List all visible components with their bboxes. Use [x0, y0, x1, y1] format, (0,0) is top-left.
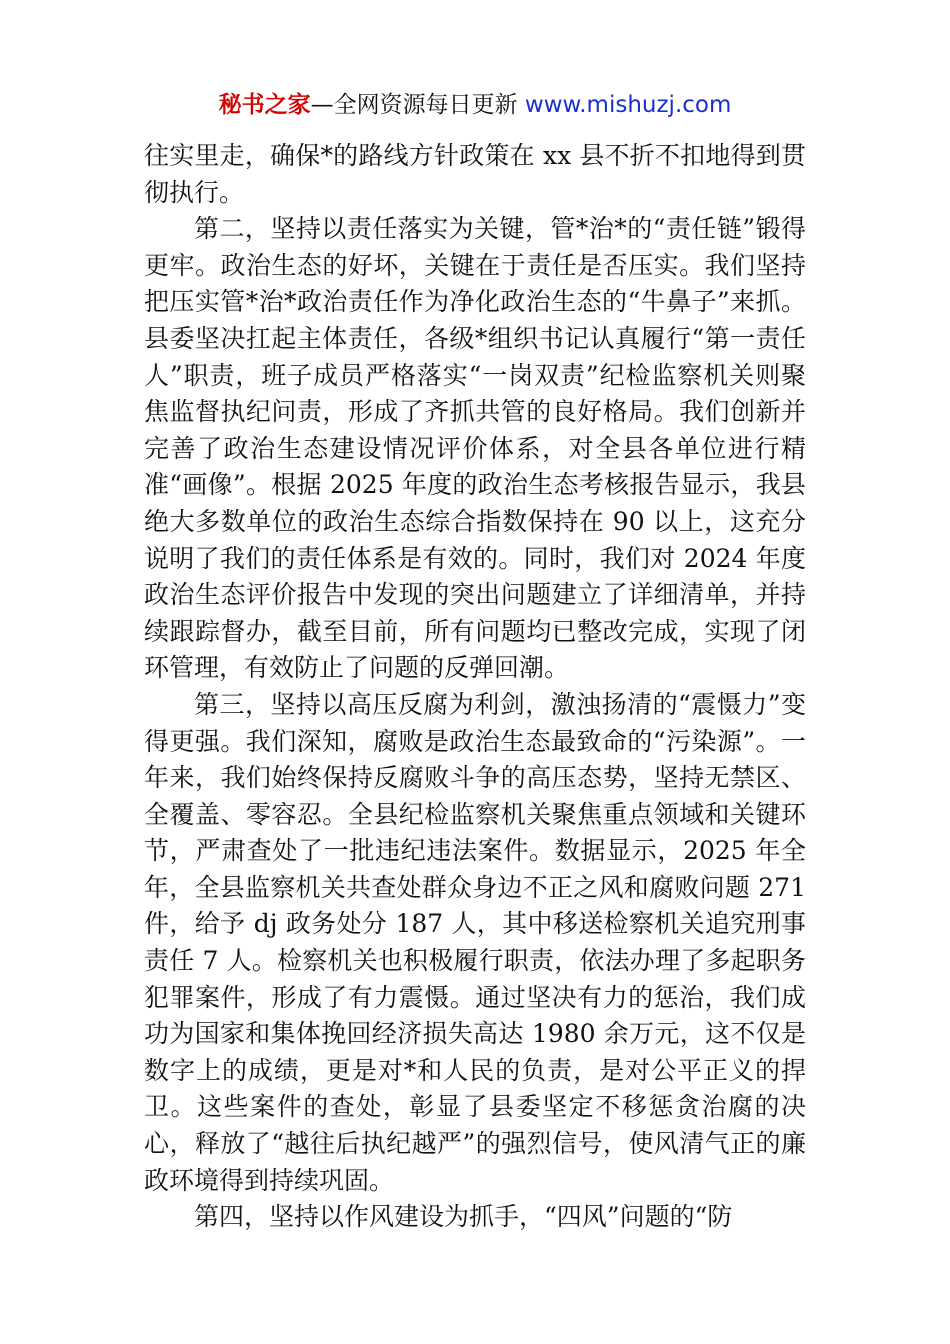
header-site-link[interactable]: www.mishuzj.com — [524, 92, 732, 118]
paragraph-third: 第三，坚持以高压反腐为利剑，激浊扬清的“震慑力”变得更强。我们深知，腐败是政治生态最致命的“污染源”。一年来，我们始终保持反腐败斗争的高压态势，坚持无禁区、全覆盖、零容忍。全县纪检监察机关聚焦重点领域和关键环节，严肃查处了一批违纪违法案件。数据显示，2025 年全年，全县监察机关共查处群众身边不正之风和腐败问题 271 件，给予 dj 政务处分 187 人，其中移送检察机关追究刑事责任 7 人。检察机关也积极履行职责，依法办理了多起职务犯罪案件，形成了有力震慑。通过坚决有力的惩治，我们成功为国家和集体挽回经济损失高达 1980 余万元，这不仅是数字上的成绩，更是对*和人民的负责，是对公平正义的捍卫。这些案件的查处，彰显了县委坚定不移惩贪治腐的决心，释放了“越往后执纪越严”的强烈信号，使风清气正的廉政环境得到持续巩固。 — [144, 689, 806, 1195]
paragraph-continuation: 往实里走，确保*的路线方针政策在 xx 县不折不扣地得到贯彻执行。 — [144, 141, 806, 207]
document-body — [144, 138, 806, 1236]
header-brand: 秘书之家 — [218, 92, 311, 118]
paragraph-fourth: 第四，坚持以作风建设为抓手，“四风”问题的“防 — [194, 1202, 733, 1232]
page-header — [0, 88, 950, 122]
paragraph-second: 第二，坚持以责任落实为关键，管*治*的“责任链”锻得更牢。政治生态的好坏，关键在于责任是否压实。我们坚持把压实管*治*政治责任作为净化政治生态的“牛鼻子”来抓。县委坚决扛起主体责任，各级*组织书记认真履行“第一责任人”职责，班子成员严格落实“一岗双责”纪检监察机关则聚焦监督执纪问责，形成了齐抓共管的良好格局。我们创新并完善了政治生态建设情况评价体系，对全县各单位进行精准“画像”。根据 2025 年度的政治生态考核报告显示，我县绝大多数单位的政治生态综合指数保持在 90 以上，这充分说明了我们的责任体系是有效的。同时，我们对 2024 年度政治生态评价报告中发现的突出问题建立了详细清单，并持续跟踪督办，截至目前，所有问题均已整改完成，实现了闭环管理，有效防止了问题的反弹回潮。 — [144, 214, 806, 683]
header-tagline: —全网资源每日更新 — [310, 92, 525, 118]
